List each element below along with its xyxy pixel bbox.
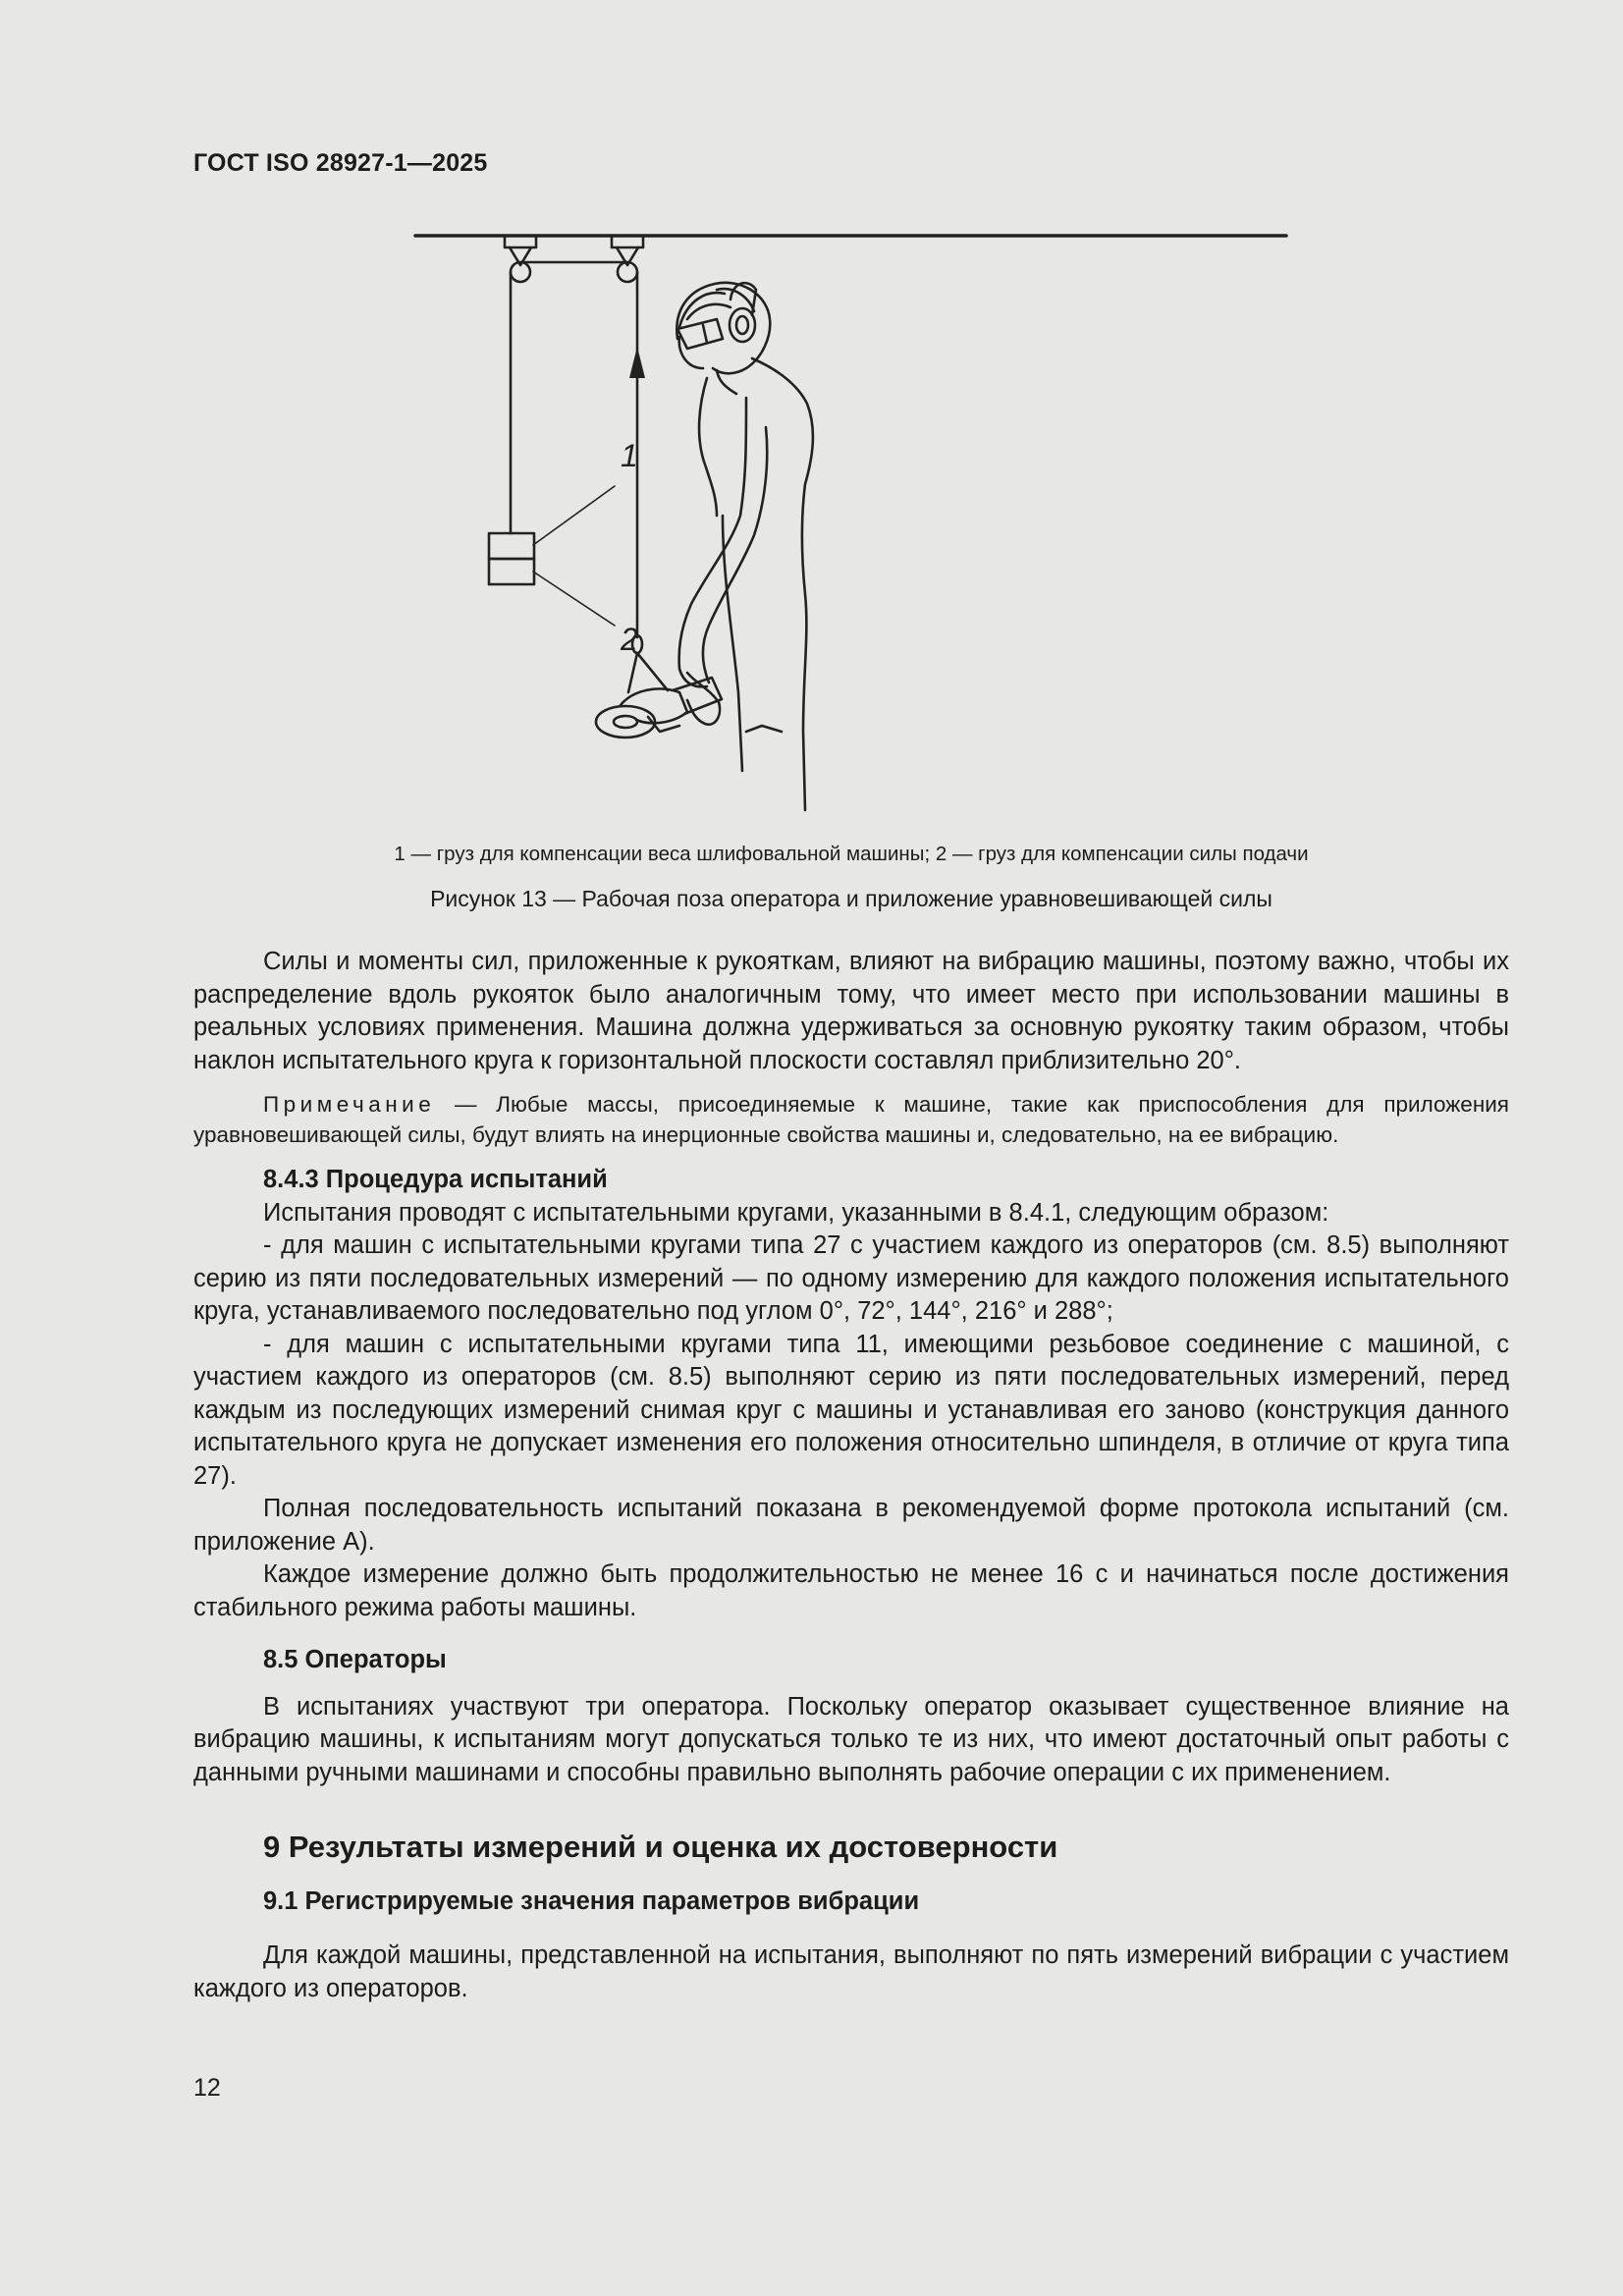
paragraph: Полная последовательность испытаний показана в рекомендуемой форме протокола испытаний (см. приложение А). xyxy=(193,1495,1509,1556)
figure-caption: Рисунок 13 — Рабочая поза оператора и приложение уравновешивающей силы xyxy=(430,886,1272,911)
section-9-1-title: 9.1 Регистрируемые значения параметров вибрации xyxy=(263,1886,920,1915)
document-body xyxy=(193,946,1509,2005)
figure-operator-posture xyxy=(393,221,1316,830)
figure-legend: 1 — груз для компенсации веса шлифовальной машины; 2 — груз для компенсации силы подачи xyxy=(394,843,1309,865)
section-9-title: 9 Результаты измерений и оценка их достоверности xyxy=(263,1830,1058,1864)
left-pulley-bracket xyxy=(505,236,536,247)
paragraph: Для каждой машины, представленной на испытания, выполняют по пять измерений вибрации с участием каждого из операторов. xyxy=(193,1941,1509,2002)
list-item: - для машин с испытательными кругами типа 11, имеющими резьбовое соединение с машиной, с участием каждого из операторов (см. 8.5) выполняют серию из пяти последовательных измерений, перед каждым из последующих измерений снимая круг с машины и устанавливая его заново (конструкция данного испытательного круга не допускает изменения его положения относительно шпинделя, в отличие от круга типа 27). xyxy=(193,1330,1509,1490)
paragraph: Испытания проводят с испытательными кругами, указанными в 8.4.1, следующим образом: xyxy=(263,1198,1329,1227)
weight-1 xyxy=(489,533,534,559)
note-paragraph xyxy=(193,1089,1509,1150)
paragraph: Каждое измерение должно быть продолжительностью не менее 16 с и начинаться после достижения стабильного режима работы машины. xyxy=(193,1560,1509,1621)
section-8-4-3-title: 8.4.3 Процедура испытаний xyxy=(263,1166,608,1193)
section-8-5-title: 8.5 Операторы xyxy=(263,1646,447,1673)
note-label: Примечание xyxy=(263,1092,436,1117)
paragraph: Силы и моменты сил, приложенные к рукояткам, влияют на вибрацию машины, поэтому важно, чтобы их распределение вдоль рукояток было аналогичным тому, что имеет место при использовании машины в реальных условиях применения. Машина должна удерживаться за основную рукоятку таким образом, чтобы наклон испытательного круга к горизонтальной плоскости составлял приблизительно 20°. xyxy=(193,948,1509,1074)
weight-2 xyxy=(489,559,534,584)
list-item: - для машин с испытательными кругами типа 27 с участием каждого из операторов (см. 8.5) выполняют серию из пяти последовательных измерений — по одному измерению для каждого положения испытательного круга, устанавливаемого последовательно под углом 0°, 72°, 144°, 216° и 288°; xyxy=(193,1231,1509,1325)
right-pulley-bracket xyxy=(612,236,643,247)
paragraph: В испытаниях участвуют три оператора. Поскольку оператор оказывает существенное влияние на вибрацию машины, к испытаниям могут допускаться только те из них, что имеют достаточный опыт работы с данными ручными машинами и способны правильно выполнять рабочие операции с их применением. xyxy=(193,1692,1509,1786)
note-text: — Любые массы, присоединяемые к машине, такие как приспособления для приложения уравновешивающей силы, будут влиять на инерционные свойства машины и, следовательно, на ее вибрацию. xyxy=(193,1092,1509,1147)
document-header: ГОСТ ISO 28927-1—2025 xyxy=(193,149,488,177)
callout-1: 1 xyxy=(621,438,638,473)
page-number: 12 xyxy=(193,2074,221,2102)
callout-2: 2 xyxy=(621,622,638,657)
